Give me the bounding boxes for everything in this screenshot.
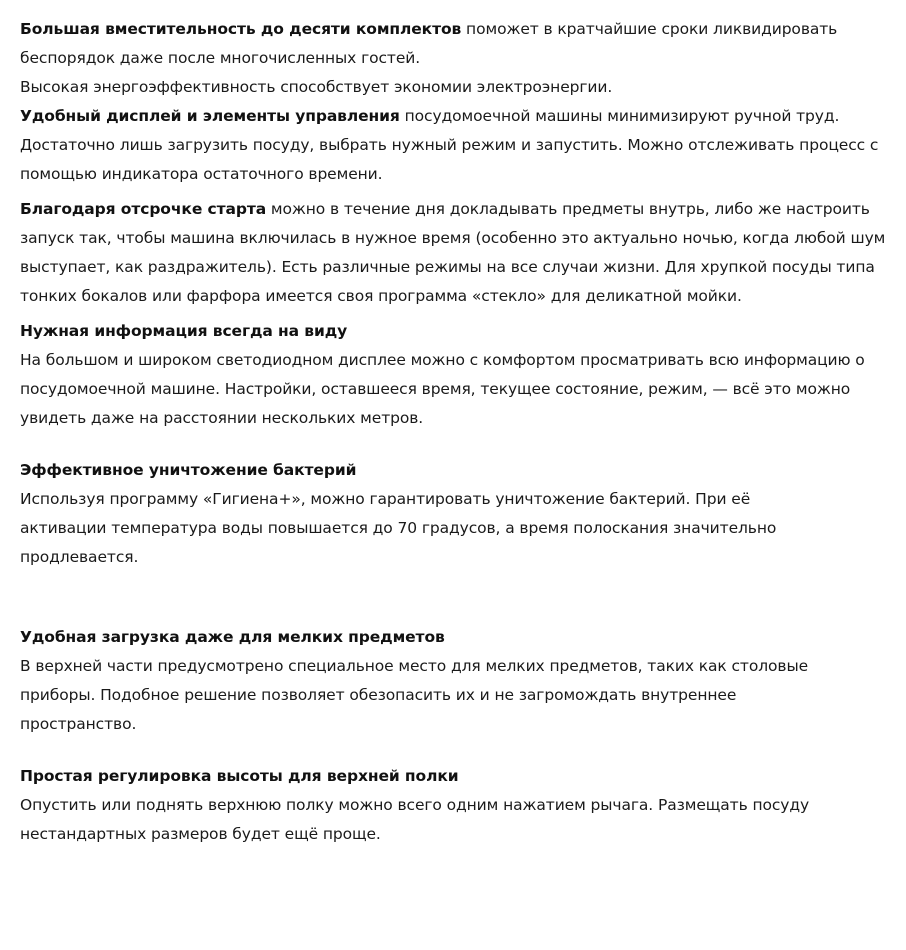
capacity-text: поможет в кратчайшие сроки ликвидировать беспорядок даже после многочисленных гостей.: [20, 20, 838, 67]
delay-start-text: можно в течение дня докладывать предметы внутрь, либо же настроить запуск так, чтобы машина включилась в нужное время (особенно это актуально ночью, когда любой шум выступает, как раздражитель). Есть различные режимы на все случаи жизни. Для хрупкой посуды типа тонких бокалов или фарфора имеется своя программа «стекло» для деликатной мойки.: [20, 200, 886, 305]
section-heading: Простая регулировка высоты для верхней полки: [20, 767, 459, 785]
section-body: Используя программу «Гигиена+», можно гарантировать уничтожение бактерий. При её активации температура воды повышается до 70 градусов, а время полоскания значительно продлевается.: [20, 490, 777, 566]
section-upper-shelf: [20, 762, 840, 849]
delay-start-highlight: Благодаря отсрочке старта: [20, 200, 267, 218]
section-heading: Удобная загрузка даже для мелких предметов: [20, 628, 445, 646]
paragraph-capacity: [20, 15, 870, 73]
display-text: посудомоечной машины минимизируют ручной труд. Достаточно лишь загрузить посуду, выбрать нужный режим и запустить. Можно отслеживать процесс с помощью индикатора остаточного времени.: [20, 107, 879, 183]
paragraph-delay-start: [20, 195, 886, 311]
capacity-highlight: Большая вместительность до десяти комплектов: [20, 20, 462, 38]
section-heading: Эффективное уничтожение бактерий: [20, 461, 357, 479]
section-bacteria: [20, 456, 840, 572]
section-small-items: [20, 623, 840, 739]
display-highlight: Удобный дисплей и элементы управления: [20, 107, 400, 125]
paragraph-energy: Высокая энергоэффективность способствует экономии электроэнергии.: [20, 78, 613, 96]
section-body: Опустить или поднять верхнюю полку можно всего одним нажатием рычага. Размещать посуду нестандартных размеров будет ещё проще.: [20, 796, 810, 843]
paragraph-display: [20, 102, 886, 189]
section-body: В верхней части предусмотрено специальное место для мелких предметов, таких как столовые приборы. Подобное решение позволяет обезопасить их и не загромождать внутреннее пространство.: [20, 657, 809, 733]
section-body: На большом и широком светодиодном дисплее можно с комфортом просматривать всю информацию о посудомоечной машине. Настройки, оставшееся время, текущее состояние, режим, — всё это можно увидеть даже на расстоянии нескольких метров.: [20, 351, 865, 427]
section-heading: Нужная информация всегда на виду: [20, 322, 348, 340]
section-display-info: [20, 317, 886, 433]
